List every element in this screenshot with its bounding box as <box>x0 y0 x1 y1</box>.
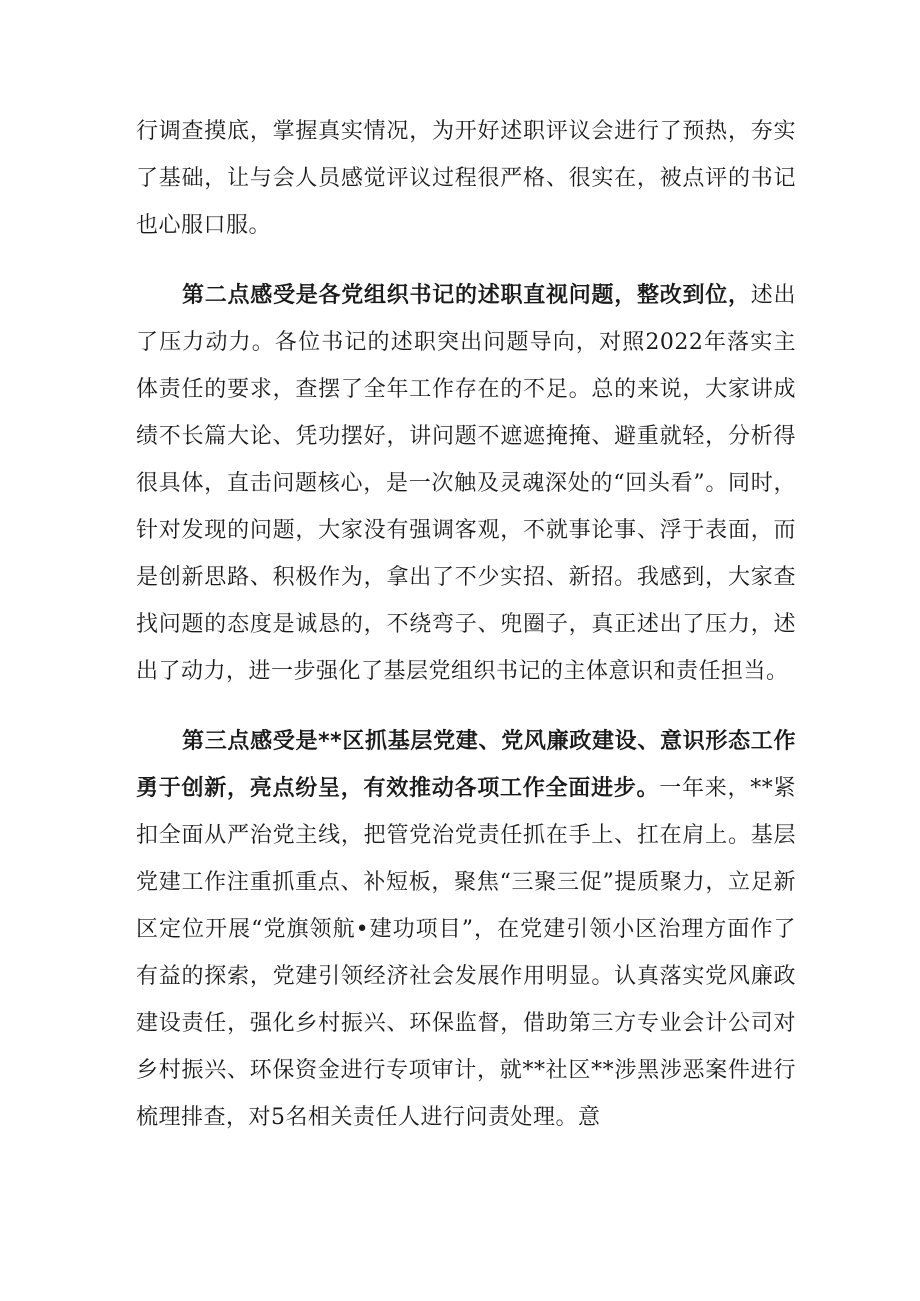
document-body <box>136 108 796 1164</box>
paragraph-1-text: 行调查摸底，掌握真实情况，为开好述职评议会进行了预热，夯实了基础，让与会人员感觉评议过程很严格、很实在，被点评的书记也心服口服。 <box>136 119 796 238</box>
paragraph-2-text: 述出了压力动力。各位书记的述职突出问题导向，对照2022年落实主体责任的要求，查摆了全年工作存在的不足。总的来说，大家讲成绩不长篇大论、凭功摆好，讲问题不遮遮掩掩、避重就轻，分析得很具体，直击问题核心，是一次触及灵魂深处的“回头看”。同时，针对发现的问题，大家没有强调客观，不就事论事、浮于表面，而是创新思路、积极作为，拿出了不少实招、新招。我感到，大家查找问题的态度是诚恳的，不绕弯子、兜圈子，真正述出了压力，述出了动力，进一步强化了基层党组织书记的主体意识和责任担当。 <box>136 283 796 684</box>
paragraph-1 <box>136 108 796 249</box>
paragraph-3-text: 一年来，**紧扣全面从严治党主线，把管党治党责任抓在手上、扛在肩上。基层党建工作注重抓重点、补短板，聚焦“三聚三促”提质聚力，立足新区定位开展“党旗领航•建功项目”，在党建引领小区治理方面作了有益的探索，党建引领经济社会发展作用明显。认真落实党风廉政建设责任，强化乡村振兴、环保监督，借助第三方专业会计公司对乡村振兴、环保资金进行专项审计，就**社区**涉黑涉恶案件进行梳理排查，对5名相关责任人进行问责处理。意 <box>136 776 796 1130</box>
paragraph-2 <box>136 272 796 695</box>
paragraph-3 <box>136 718 796 1141</box>
paragraph-3-lead: 第三点感受是**区抓基层党建、党风廉政建设、意识形态工作勇于创新，亮点纷呈，有效推动各项工作全面进步。 <box>136 729 796 801</box>
paragraph-2-lead: 第二点感受是各党组织书记的述职直视问题，整改到位， <box>182 283 751 308</box>
